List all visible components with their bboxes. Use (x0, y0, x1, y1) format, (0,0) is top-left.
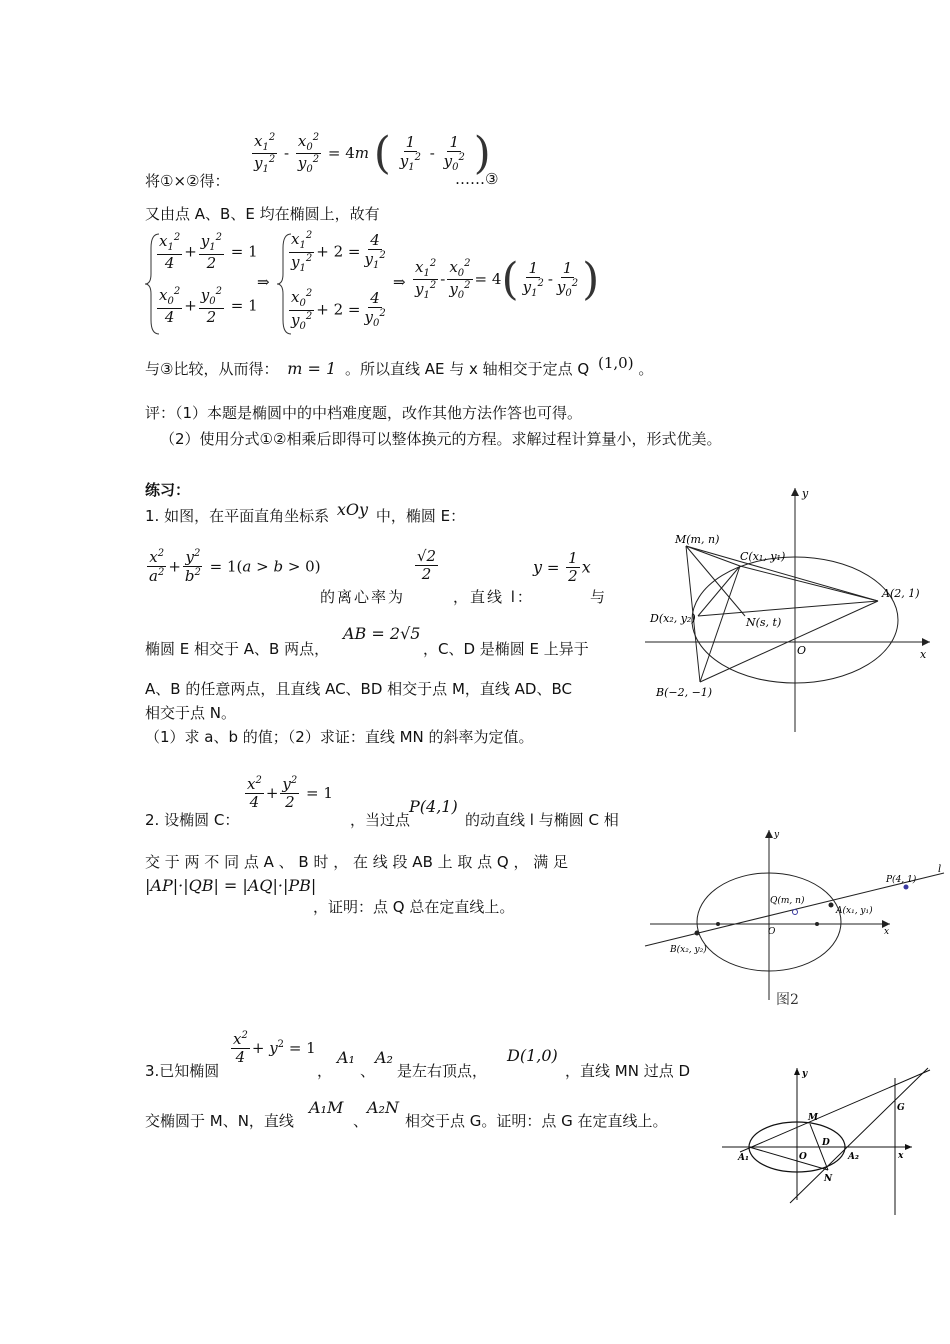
p3-mid2: 是左右顶点， (397, 1062, 488, 1080)
fig3-label-a2: A₂ (848, 1152, 859, 1162)
fig3-label-n: N (824, 1174, 833, 1184)
p3-line-2-end: 相交于点 G。证明：点 G 在定直线上。 (405, 1112, 668, 1130)
fig3-label-a1: A₁ (738, 1153, 749, 1163)
fig3-y-arrow (794, 1068, 800, 1075)
p1-line-b: A、B 的任意两点，且直线 AC、BD 相交于点 M，直线 AD、BC (145, 680, 572, 698)
fig2-label-b: B(x₂, y₂) (670, 945, 707, 955)
p2-mid: ，当过点 (350, 811, 411, 829)
fig1-label-x: x (920, 648, 927, 661)
p3-sep2: 、 (353, 1112, 369, 1130)
fig1-label-y: y (802, 487, 809, 500)
p3-sep: 、 (360, 1062, 376, 1080)
p2-point: P(4,1) (409, 797, 458, 816)
p3-ellipse-eq: $\frac{x^2}{4}$ + $y^2 = 1$ (233, 1030, 316, 1067)
line2-text: 又由点 A、B、E 均在椭圆上，故有 (145, 205, 380, 223)
conclusion-m: m = 1 (287, 359, 337, 378)
fig2-point-b (695, 931, 700, 936)
p1-intro-end: 中，椭圆 E： (375, 507, 466, 525)
practice-heading: 练习： (145, 481, 191, 499)
fig3-label-o: O (799, 1152, 807, 1162)
fig2-label-l: l (938, 864, 942, 875)
ellipse-system: $\frac{x_1^2}{4}$ + $\frac{y_1^2}{2}$ = 1 $\frac{x_0^2}{4}$ + $\frac{y_0^2}{2}$ = 1 ⇒ $\frac{x_1^2}{y_1^2}$ + 2 = $\frac{4}{y_1^2}$ $\frac{x_0^2}{y_0^2}$ + 2 = $\frac{4}{y_0^2}$ ⇒ $\frac{x_1^2}{y_1^2}$ - $\frac{x_0^2}{y_0^2}$ = 4( $\frac{1}{y_1^2}$ - $\frac{1}{y_0^2}$ ) (145, 228, 615, 340)
fig1-x-arrow (922, 638, 930, 646)
p2-label: 2. 设椭圆 C： (145, 811, 240, 829)
p1-line-a-end: ，C、D 是椭圆 E 上异于 (423, 640, 589, 658)
p1-intro: 1. 如图，在平面直角坐标系 (145, 507, 330, 525)
eq3-formula: $\frac{x_1^2}{y_1^2}$ - $\frac{x_0^2}{y_0^2}$ = 4m ( $\frac{1}{y_1^2}$ - $\frac{1}{y_0^2}$ ) (254, 128, 491, 179)
fig1-label-n: N(s, t) (746, 616, 782, 629)
p1-line-c: 相交于点 N。 (145, 704, 236, 722)
fig2-point-a (829, 903, 834, 908)
p3-a1m: A₁M (309, 1098, 344, 1117)
fig2-label-o: O (768, 927, 776, 937)
p3-line-2-prefix: 交椭圆于 M、N，直线 (145, 1112, 294, 1130)
p3-d: D(1,0) (507, 1046, 558, 1065)
p3-a2n: A₂N (367, 1098, 399, 1117)
fig1-label-c: C(x₁, y₁) (740, 550, 786, 563)
figure-2 (640, 824, 950, 1014)
fig2-label-a: A(x₁, y₁) (836, 906, 873, 916)
p1-xoy: xOy (336, 500, 369, 519)
fig3-label-x: x (898, 1151, 904, 1161)
p2-cond: |AP|·|QB| = |AQ|·|PB| (145, 876, 317, 895)
p2-line-2: 交 于 两 不 同 点 A 、 B 时 ， 在 线 段 AB 上 取 点 Q ， 满 足 (145, 853, 569, 871)
fig1-label-a: A(2, 1) (882, 587, 920, 600)
fig2-label-p: P(4, 1) (886, 875, 917, 885)
p2-line-3-end: ，证明：点 Q 总在定直线上。 (313, 898, 515, 916)
figure-1 (640, 482, 940, 732)
p3-mid1: ， (317, 1062, 333, 1080)
fig2-label-q: Q(m, n) (770, 896, 805, 906)
p1-line-eq: y = $\frac{1}{2}$ x (533, 549, 591, 586)
p3-label: 3.已知椭圆 (145, 1062, 220, 1080)
fig3-label-g: G (897, 1103, 905, 1113)
p1-line-a-text: 椭圆 E 相交于 A、B 两点， (145, 640, 330, 658)
p3-a2: A₂ (375, 1048, 393, 1067)
fig2-focus-left (716, 922, 720, 926)
fig2-point-p (904, 885, 909, 890)
p2-ellipse-eq: $\frac{x^2}{4}$ + $\frac{y^2}{2}$ = 1 (247, 775, 333, 812)
fig2-point-q (793, 910, 798, 915)
p1-line-d: （1）求 a、b 的值；（2）求证：直线 MN 的斜率为定值。 (145, 728, 534, 746)
p1-intro-line (145, 500, 466, 526)
p1-ellipse-eq: $\frac{x^2}{a^2}$ + $\frac{y^2}{b^2}$ = 1(a > b > 0) (149, 548, 321, 586)
p3-end: ，直线 MN 过点 D (565, 1062, 691, 1080)
conclusion-mid: 。所以直线 AE 与 x 轴相交于定点 Q (344, 360, 590, 378)
p1-ab-eq: AB = 2√5 (343, 624, 421, 643)
p3-a1: A₁ (337, 1048, 355, 1067)
fig3-label-d: D (822, 1138, 830, 1148)
comment-2: （2）使用分式①②相乘后即得可以整体换元的方程。求解过程计算量小，形式优美。 (160, 430, 722, 448)
eq3-suffix: ……③ (455, 170, 499, 188)
p2-end: 的动直线 l 与椭圆 C 相 (465, 811, 619, 829)
p1-with: 与 (590, 588, 606, 606)
conclusion-prefix: 与③比较，从而得： (145, 360, 279, 378)
fig3-line-a2g (790, 1068, 928, 1203)
fig1-label-m: M(m, n) (675, 533, 720, 546)
fig3-label-m: M (808, 1113, 818, 1123)
fig2-caption: 图2 (776, 992, 799, 1008)
conclusion-point: (1,0) (598, 354, 634, 372)
fig2-y-arrow (765, 830, 773, 838)
fig3-x-arrow (905, 1144, 912, 1150)
conclusion-end: 。 (638, 360, 654, 378)
p1-ecc-text: 的离心率为 (320, 588, 406, 606)
comment-1: 评：（1）本题是椭圆中的中档难度题，改作其他方法作答也可得。 (145, 404, 583, 422)
eq3-prefix: 将①×②得： (145, 172, 230, 190)
p1-line-text: ，直线 l： (453, 588, 534, 606)
fig2-focus-right (815, 922, 819, 926)
fig1-label-o: O (797, 644, 807, 657)
fig2-label-y: y (774, 830, 780, 840)
fig3-segment-a1n (749, 1147, 828, 1170)
fig3-label-y: y (802, 1069, 808, 1079)
fig2-label-x: x (884, 927, 890, 937)
conclusion-line (145, 354, 654, 379)
figure-3 (718, 1064, 940, 1220)
fig1-label-d: D(x₂, y₂) (650, 612, 696, 625)
p1-ecc-value: $\frac{√2}{2}$ (417, 547, 437, 584)
fig1-label-b: B(−2, −1) (656, 686, 713, 699)
fig1-y-arrow (791, 488, 799, 496)
